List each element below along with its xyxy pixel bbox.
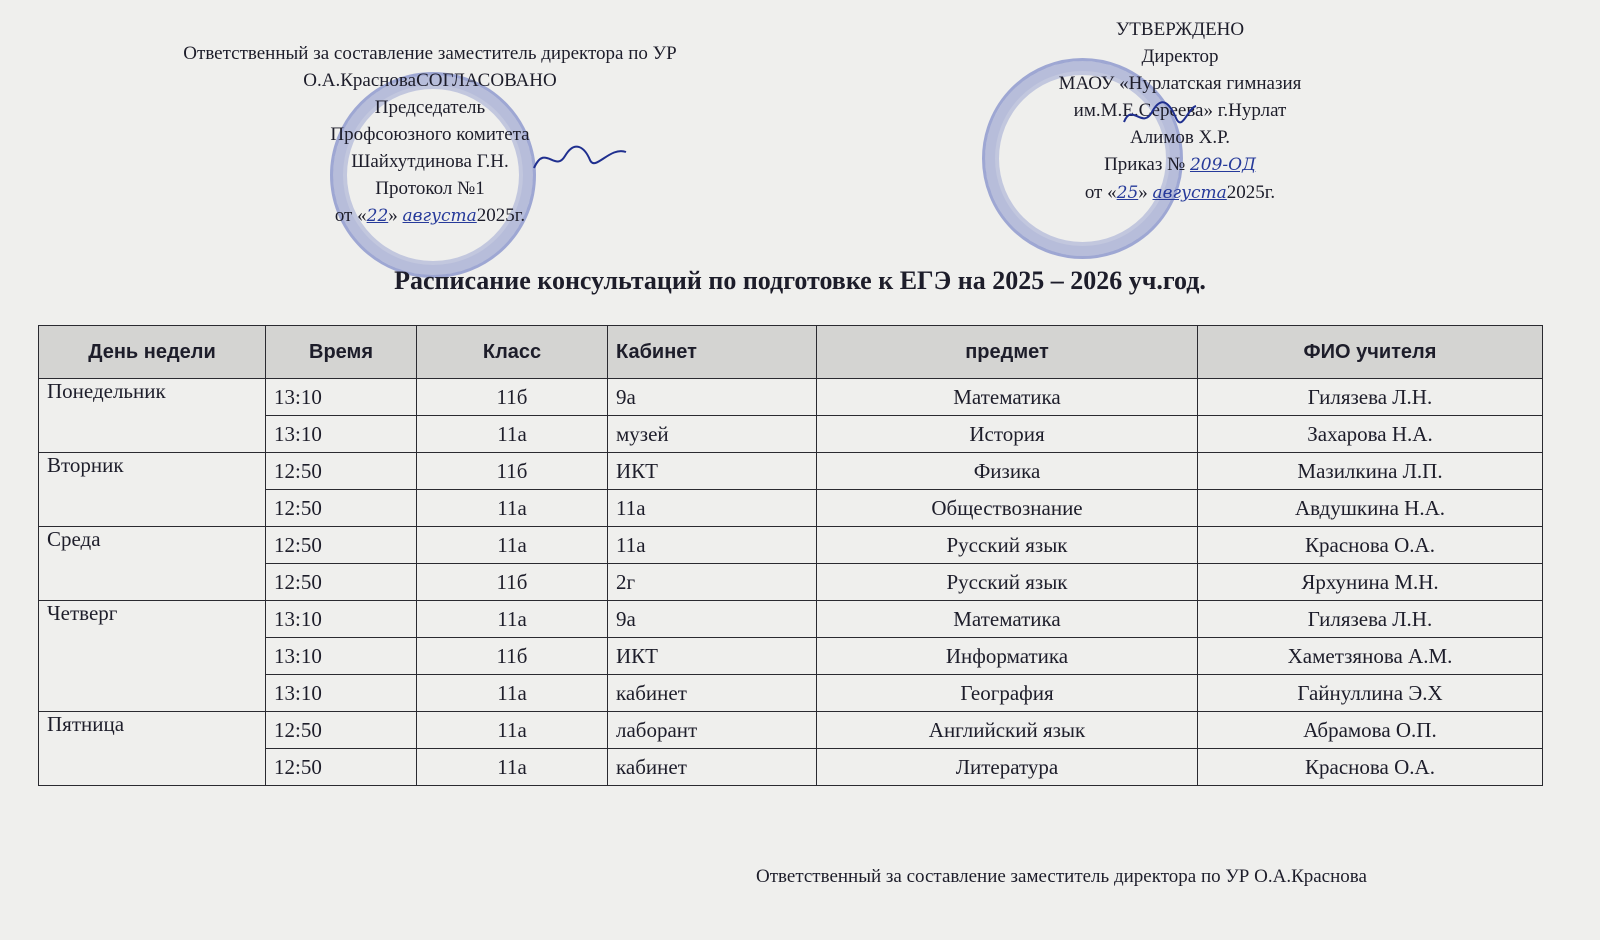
day-cell: Понедельник — [39, 379, 266, 453]
schedule-table — [38, 325, 1543, 786]
class-cell: 11а — [417, 601, 608, 638]
agreed-date-month: августа — [402, 206, 477, 226]
teacher-cell: Краснова О.А. — [1198, 527, 1543, 564]
chair-name: Шайхутдинова Г.Н. — [351, 151, 509, 172]
director-line: Директор — [1141, 46, 1219, 67]
room-cell: 11а — [608, 490, 817, 527]
header-room: Кабинет — [608, 326, 817, 379]
class-cell: 11б — [417, 379, 608, 416]
table-row — [39, 453, 1543, 490]
order-line: Приказ № 209-ОД — [1104, 154, 1256, 175]
header-day: День недели — [39, 326, 266, 379]
time-cell: 12:50 — [266, 749, 417, 786]
header-teacher: ФИО учителя — [1198, 326, 1543, 379]
room-cell: 9а — [608, 601, 817, 638]
room-cell: музей — [608, 416, 817, 453]
class-cell: 11б — [417, 564, 608, 601]
room-cell: ИКТ — [608, 453, 817, 490]
subject-cell: Английский язык — [817, 712, 1198, 749]
teacher-cell: Ярхунина М.Н. — [1198, 564, 1543, 601]
chair-signature — [530, 138, 630, 185]
protocol-line: Протокол №1 — [375, 178, 485, 199]
room-cell: кабинет — [608, 749, 817, 786]
time-cell: 12:50 — [266, 490, 417, 527]
table-row — [39, 527, 1543, 564]
time-cell: 13:10 — [266, 416, 417, 453]
subject-cell: Математика — [817, 379, 1198, 416]
subject-cell: Русский язык — [817, 527, 1198, 564]
org-line-1: МАОУ «Нурлатская гимназия — [1058, 73, 1302, 94]
room-cell: кабинет — [608, 675, 817, 712]
time-cell: 12:50 — [266, 453, 417, 490]
room-cell: 11а — [608, 527, 817, 564]
class-cell: 11а — [417, 675, 608, 712]
header-subject: предмет — [817, 326, 1198, 379]
footer-responsible: Ответственный за составление заместитель директора по УР О.А.Краснова — [756, 866, 1367, 887]
room-cell: 2г — [608, 564, 817, 601]
room-cell: 9а — [608, 379, 817, 416]
time-cell: 13:10 — [266, 638, 417, 675]
table-header-row — [39, 326, 1543, 379]
time-cell: 12:50 — [266, 527, 417, 564]
class-cell: 11а — [417, 712, 608, 749]
teacher-cell: Мазилкина Л.П. — [1198, 453, 1543, 490]
room-cell: ИКТ — [608, 638, 817, 675]
schedule-title: Расписание консультаций по подготовке к ЕГЭ на 2025 – 2026 уч.год. — [394, 266, 1206, 295]
approved-date-day: 25 — [1116, 183, 1139, 203]
time-cell: 13:10 — [266, 379, 417, 416]
teacher-cell: Краснова О.А. — [1198, 749, 1543, 786]
class-cell: 11а — [417, 749, 608, 786]
time-cell: 13:10 — [266, 601, 417, 638]
agreed-date-day: 22 — [366, 206, 389, 226]
teacher-cell: Захарова Н.А. — [1198, 416, 1543, 453]
teacher-cell: Гилязева Л.Н. — [1198, 379, 1543, 416]
subject-cell: Литература — [817, 749, 1198, 786]
approved-date-month: августа — [1152, 183, 1227, 203]
approved-heading: УТВЕРЖДЕНО — [1115, 19, 1245, 40]
agreed-block — [90, 40, 770, 230]
table-row — [39, 712, 1543, 749]
day-cell: Среда — [39, 527, 266, 601]
day-cell: Пятница — [39, 712, 266, 786]
subject-cell: Информатика — [817, 638, 1198, 675]
approved-date: от «25» августа2025г. — [1084, 182, 1276, 203]
time-cell: 13:10 — [266, 675, 417, 712]
time-cell: 12:50 — [266, 564, 417, 601]
room-cell: лаборант — [608, 712, 817, 749]
responsible-line: Ответственный за составление заместитель директора по УР — [183, 43, 677, 64]
teacher-cell: Хаметзянова А.М. — [1198, 638, 1543, 675]
agreed-date: от «22» августа2025г. — [334, 205, 526, 226]
day-cell: Вторник — [39, 453, 266, 527]
agreed-line: О.А.КрасноваСОГЛАСОВАНО — [303, 70, 557, 91]
table-row — [39, 379, 1543, 416]
director-name: Алимов Х.Р. — [1129, 127, 1231, 148]
org-line-2: им.М.Е.Сереева» г.Нурлат — [1073, 100, 1287, 121]
header-time: Время — [266, 326, 417, 379]
class-cell: 11а — [417, 416, 608, 453]
order-number: 209-ОД — [1189, 155, 1256, 175]
teacher-cell: Гилязева Л.Н. — [1198, 601, 1543, 638]
day-cell: Четверг — [39, 601, 266, 712]
director-signature — [1120, 96, 1200, 143]
subject-cell: Математика — [817, 601, 1198, 638]
subject-cell: География — [817, 675, 1198, 712]
class-cell: 11а — [417, 490, 608, 527]
subject-cell: Обществознание — [817, 490, 1198, 527]
header-class: Класс — [417, 326, 608, 379]
chair-line: Председатель — [374, 97, 486, 118]
table-row — [39, 601, 1543, 638]
time-cell: 12:50 — [266, 712, 417, 749]
class-cell: 11б — [417, 638, 608, 675]
committee-line: Профсоюзного комитета — [330, 124, 530, 145]
teacher-cell: Абрамова О.П. — [1198, 712, 1543, 749]
subject-cell: История — [817, 416, 1198, 453]
teacher-cell: Гайнуллина Э.Х — [1198, 675, 1543, 712]
subject-cell: Русский язык — [817, 564, 1198, 601]
subject-cell: Физика — [817, 453, 1198, 490]
class-cell: 11а — [417, 527, 608, 564]
teacher-cell: Авдушкина Н.А. — [1198, 490, 1543, 527]
class-cell: 11б — [417, 453, 608, 490]
